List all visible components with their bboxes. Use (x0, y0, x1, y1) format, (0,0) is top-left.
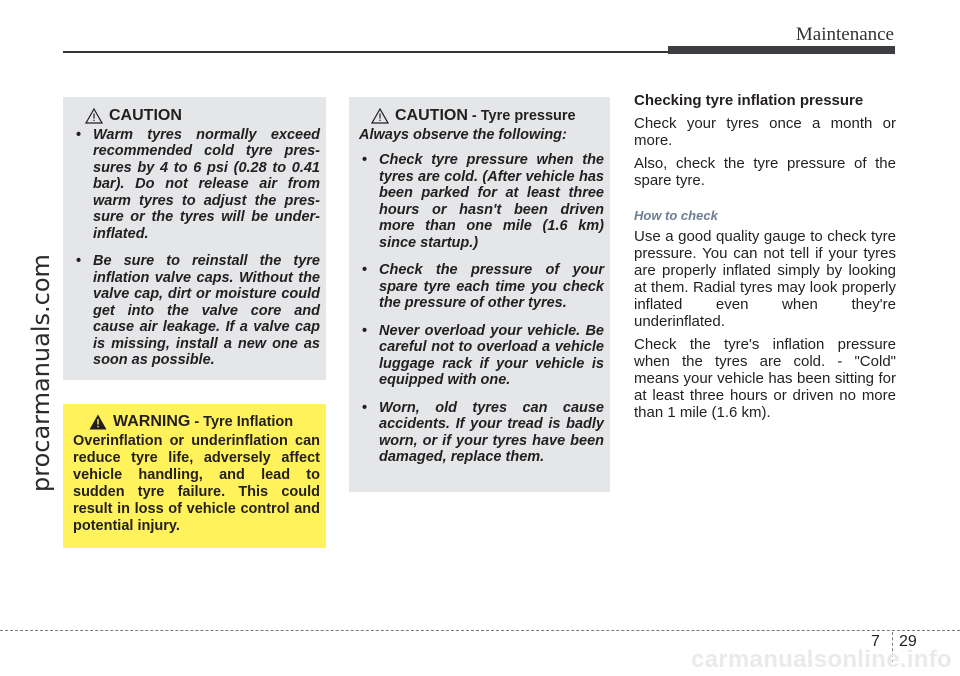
warning-box-title (73, 414, 320, 431)
caution-title: CAUTION (109, 107, 182, 124)
paragraph: Check your tyres once a month or more. (634, 115, 896, 149)
warning-body: Overinflation or underinflation can reduce tyre life, adversely affect vehicle handling, and lead to sudden tyre failure. This could result in loss of vehicle control and potential injury. (73, 432, 320, 534)
list-item: • Check the pressure of your spare tyre each time you check the pressure of other tyres. (359, 262, 604, 312)
main-content (634, 92, 896, 427)
caution-subtitle: - Tyre pressure (471, 108, 576, 124)
caution-list (73, 127, 320, 369)
caution-intro: Always observe the following: (359, 126, 567, 143)
caution-tyre-pressure-box (349, 97, 610, 492)
section-heading: Checking tyre inflation pressure (634, 92, 864, 109)
warning-title: WARNING (113, 413, 191, 430)
footer-rule (0, 630, 960, 631)
caution-box-title (73, 108, 320, 125)
list-item: • Be sure to reinstall the tyre inflation valve caps. Without the valve cap, dirt or moisture could get into the valve core and cause air leakage. If a valve cap is missing, install a new one as soon as possible. (73, 253, 320, 369)
list-item: • Worn, old tyres can cause accidents. If your tread is badly worn, or if your tyres have been damaged, replace them. (359, 400, 604, 466)
caution-title: CAUTION (395, 107, 468, 124)
page-number: 29 (899, 633, 917, 650)
caution-box-title (359, 108, 604, 125)
paragraph: Use a good quality gauge to check tyre pressure. You can not tell if your tyres are properly inflated simply by looking at them. Radial tyres may look properly inflated even when they're underinflated. (634, 228, 896, 330)
warning-triangle-outline-icon (371, 108, 389, 124)
header-title: Maintenance (795, 24, 894, 45)
paragraph: Also, check the tyre pressure of the spare tyre. (634, 155, 896, 189)
sidebar-url[interactable]: procarmanuals.com (27, 254, 55, 492)
warning-subtitle: - Tyre Inflation (194, 414, 294, 430)
list-item: • Never overload your vehicle. Be careful not to overload a vehicle luggage rack if your vehicle is equipped with one. (359, 323, 604, 389)
paragraph: Check the tyre's inflation pressure when the tyres are cold. - "Cold" means your vehicle has been sitting for at least three hours or driven no more than 1 mile (1.6 km). (634, 336, 896, 421)
header-bar (668, 46, 895, 54)
caution-list (359, 152, 604, 466)
subsection-heading: How to check (634, 208, 718, 223)
list-item: • Warm tyres normally exceed recommended cold tyre pres-sures by 4 to 6 psi (0.28 to 0.41 bar). Do not release air from warm tyres to adjust the pres-sure or the tyres will be under-inflated. (73, 127, 320, 243)
warning-box (63, 404, 326, 548)
watermark: carmanualsonline.info (690, 646, 952, 673)
caution-box (63, 97, 326, 380)
warning-triangle-outline-icon (85, 108, 103, 124)
list-item: • Check tyre pressure when the tyres are cold. (After vehicle has been parked for at least three hours or hasn't been driven more than one mile (1.6 km) since startup.) (359, 152, 604, 251)
chapter-number: 7 (871, 633, 880, 650)
warning-triangle-filled-icon (89, 414, 107, 430)
